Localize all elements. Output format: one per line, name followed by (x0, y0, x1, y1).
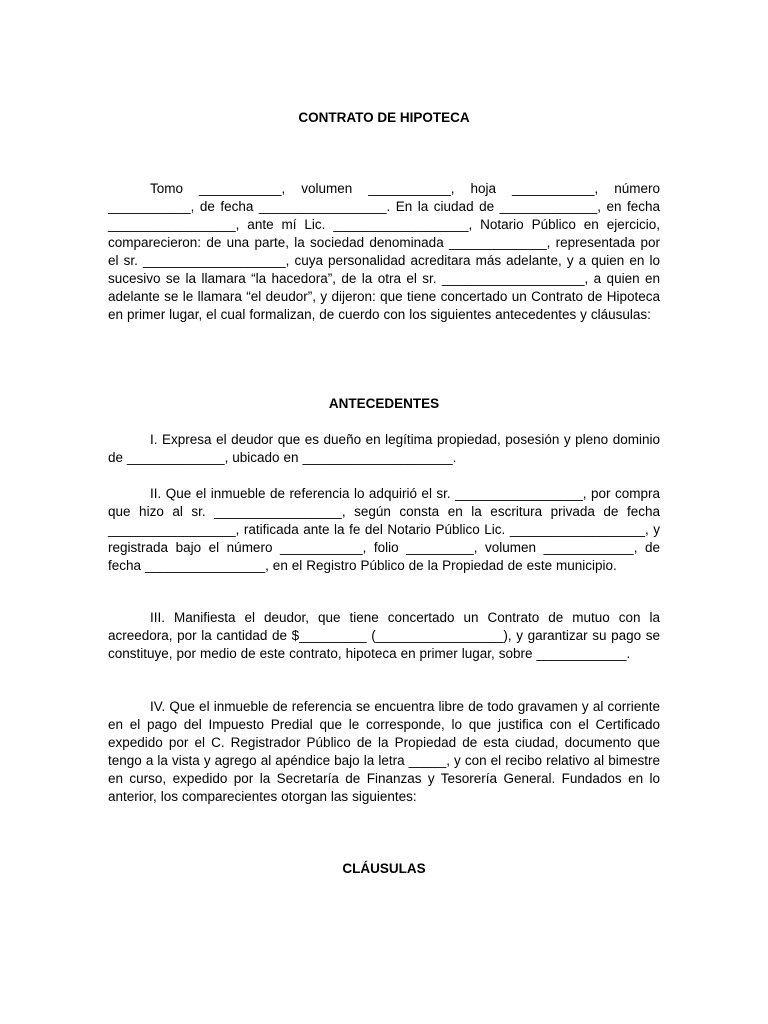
section-heading-antecedentes: ANTECEDENTES (328, 396, 440, 411)
section-heading-clausulas: CLÁUSULAS (342, 861, 426, 876)
antecedente-paragraph-1: I. Expresa el deudor que es dueño en legítima propiedad, posesión y pleno dominio de _____________, ubicado en ____________________. (108, 432, 660, 465)
antecedente-paragraph-4: IV. Que el inmueble de referencia se encuentra libre de todo gravamen y al corriente en el pago del Impuesto Predial que le corresponde, lo que justifica con el Certificado expedido por el C. Registrador Público de la Propiedad de esta ciudad, documento que tengo a la vista y agrego al apéndice bajo la letra _____, y con el recibo relativo al bimestre en curso, expedido por la Secretaría de Finanzas y Tesorería General. Fundados en lo anterior, los comparecientes otorgan las siguientes: (108, 699, 660, 804)
intro-paragraph: Tomo ___________, volumen ___________, hoja ___________, número ___________, de fecha _________________. En la ciudad de _____________, en fecha _________________, ante mí Lic. __________________, Notario Público en ejercicio, comparecieron: de una parte, la sociedad denominada _____________, representada por el sr. ___________________, cuya personalidad acreditara más adelante, y a quien en lo sucesivo se la llamara “la hacedora”, de la otra el sr. ___________________, a quien en adelante se le llamara “el deudor”, y dijeron: que tiene concertado un Contrato de Hipoteca en primer lugar, el cual formalizan, de cuerdo con los siguientes antecedentes y cláusulas: (108, 181, 660, 322)
document-title: CONTRATO DE HIPOTECA (298, 110, 470, 125)
antecedente-paragraph-2: II. Que el inmueble de referencia lo adquirió el sr. _________________, por compra que hizo al sr. _________________, según consta en la escritura privada de fecha _________________, ratificada ante la fe del Notario Público Lic. __________________, y registrada bajo el número ___________, folio _________, volumen ____________, de fecha ________________, en el Registro Público de la Propiedad de este municipio. (108, 486, 660, 573)
antecedente-paragraph-3: III. Manifiesta el deudor, que tiene concertado un Contrato de mutuo con la acreedora, por la cantidad de $_________ (_________________), y garantizar su pago se constituye, por medio de este contrato, hipoteca en primer lugar, sobre ____________. (108, 610, 660, 661)
